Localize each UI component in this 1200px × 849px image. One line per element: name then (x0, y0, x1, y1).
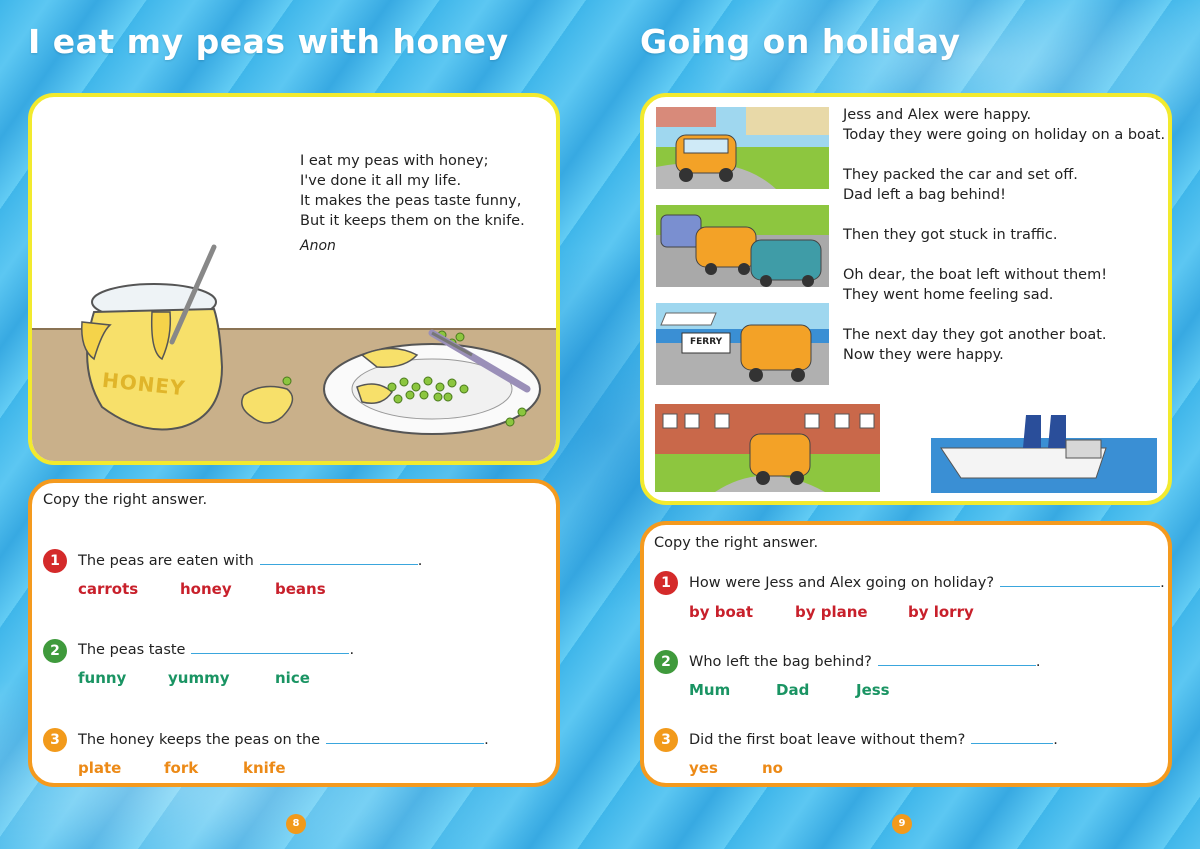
picture-boat (931, 410, 1157, 493)
question-2-number: 2 (654, 650, 678, 674)
story-line: Oh dear, the boat left without them! (843, 267, 1108, 283)
question-2-text: Who left the bag behind? . (689, 654, 1041, 670)
left-instruction: Copy the right answer. (43, 492, 208, 508)
option-funny: funny (78, 669, 127, 687)
answer-blank-3[interactable] (971, 731, 1053, 744)
option-fork: fork (164, 759, 199, 777)
question-1-text: The peas are eaten with . (78, 553, 423, 569)
answer-blank-2[interactable] (191, 641, 349, 654)
picture-leaving-home (656, 107, 829, 189)
story-line: Dad left a bag behind! (843, 187, 1006, 203)
answer-blank-3[interactable] (326, 731, 484, 744)
story-text (843, 105, 1165, 365)
answer-blank-1[interactable] (260, 552, 418, 565)
option-no: no (762, 759, 783, 777)
story-line: Then they got stuck in traffic. (843, 227, 1058, 243)
poem-line: But it keeps them on the knife. (300, 213, 525, 229)
story-line: Now they were happy. (843, 347, 1004, 363)
option-plate: plate (78, 759, 122, 777)
picture-ferry-sign (656, 303, 829, 385)
poem-author: Anon (300, 238, 336, 254)
option-mum: Mum (689, 681, 731, 699)
option-knife: knife (243, 759, 286, 777)
answer-blank-1[interactable] (1000, 574, 1160, 587)
answer-blank-2[interactable] (878, 653, 1036, 666)
story-paragraph-4 (843, 265, 1165, 305)
question-1-text: How were Jess and Alex going on holiday? . (689, 575, 1165, 591)
question-3-prompt: The honey keeps the peas on the (78, 732, 321, 748)
poem-line: I eat my peas with honey; (300, 153, 489, 169)
option-beans: beans (275, 580, 326, 598)
page-number-right: 9 (892, 814, 912, 834)
option-jess: Jess (856, 681, 890, 699)
question-2-prompt: The peas taste (78, 642, 186, 658)
page-number-left: 8 (286, 814, 306, 834)
picture-street (655, 404, 880, 492)
question-3-text: The honey keeps the peas on the . (78, 732, 489, 748)
option-carrots: carrots (78, 580, 139, 598)
ferry-sign-text: FERRY (690, 337, 723, 347)
option-by-plane: by plane (795, 603, 868, 621)
story-paragraph-5 (843, 325, 1165, 365)
story-paragraph-1 (843, 105, 1165, 145)
question-1-number: 1 (654, 571, 678, 595)
poem-line: I've done it all my life. (300, 173, 462, 189)
question-1-number: 1 (43, 549, 67, 573)
question-2-text: The peas taste . (78, 642, 355, 658)
option-honey: honey (180, 580, 232, 598)
jar-label: HONEY (100, 367, 187, 401)
picture-traffic (656, 205, 829, 287)
story-paragraph-3 (843, 225, 1165, 245)
question-3-prompt: Did the first boat leave without them? (689, 732, 966, 748)
poem-line: It makes the peas taste funny, (300, 193, 522, 209)
option-nice: nice (275, 669, 310, 687)
story-line: Jess and Alex were happy. (843, 107, 1032, 123)
question-1-prompt: The peas are eaten with (78, 553, 254, 569)
option-yummy: yummy (168, 669, 230, 687)
right-instruction: Copy the right answer. (654, 535, 819, 551)
option-yes: yes (689, 759, 718, 777)
question-3-text: Did the first boat leave without them? . (689, 732, 1058, 748)
story-paragraph-2 (843, 165, 1165, 205)
option-by-boat: by boat (689, 603, 754, 621)
right-page-title: Going on holiday (640, 22, 961, 61)
question-2-prompt: Who left the bag behind? (689, 654, 872, 670)
story-line: Today they were going on holiday on a boat. (843, 127, 1166, 143)
story-line: They packed the car and set off. (843, 167, 1078, 183)
question-3-number: 3 (654, 728, 678, 752)
option-by-lorry: by lorry (908, 603, 974, 621)
option-dad: Dad (776, 681, 810, 699)
question-1-prompt: How were Jess and Alex going on holiday? (689, 575, 995, 591)
poem-text (300, 151, 525, 231)
left-page-title: I eat my peas with honey (28, 22, 509, 61)
question-3-number: 3 (43, 728, 67, 752)
question-2-number: 2 (43, 639, 67, 663)
story-line: They went home feeling sad. (843, 287, 1054, 303)
story-line: The next day they got another boat. (843, 327, 1107, 343)
